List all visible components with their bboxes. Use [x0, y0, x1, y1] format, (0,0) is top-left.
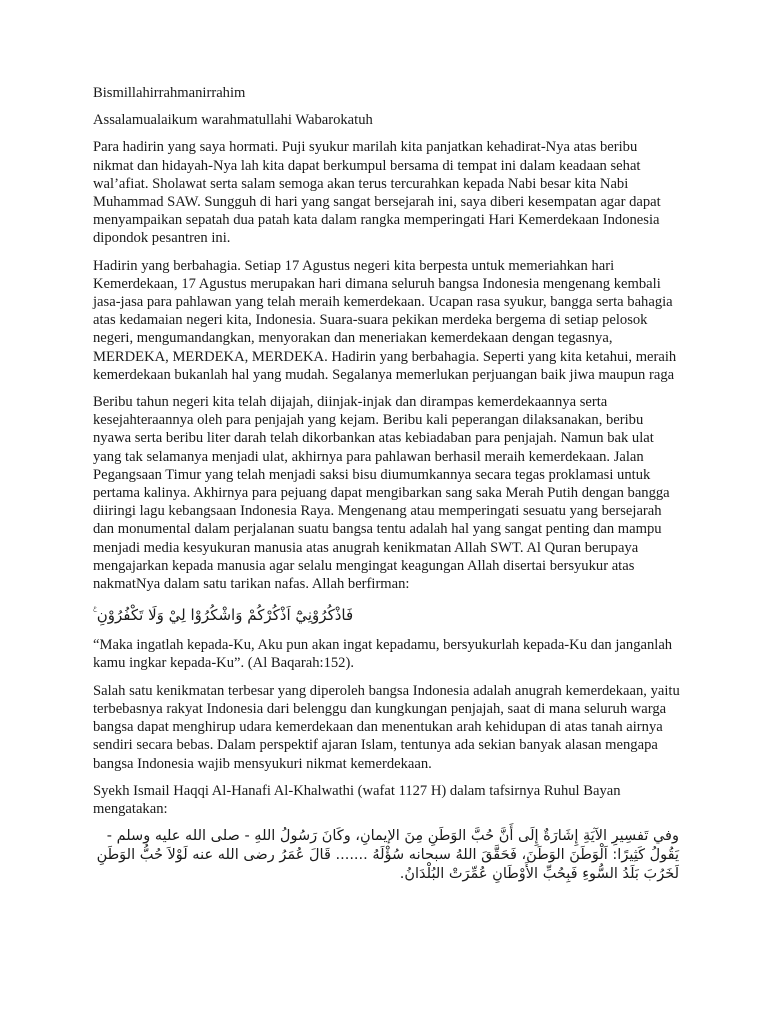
- paragraph-1: Para hadirin yang saya hormati. Puji syukur marilah kita panjatkan kehadirat-Nya atas beribu nikmat dan hidayah-Nya lah kita dapat berkumpul bersama di tempat ini dalam keadaan sehat wal’afiat. Sholawat serta salam semoga akan terus tercurahkan kepada Nabi besar kita Nabi Muhammad SAW. Sungguh di hari yang sangat bersejarah ini, saya diberi kesempatan agar dapat menyampaikan sepatah dua patah kata dalam rangka memperingati Hari Kemerdekaan Indonesia dipondok pesantren ini.: [93, 139, 661, 247]
- tafsir-quote-arabic: وفي تَفسِيرِ الآيَةِ إِشَارَةٌ إِلَى أَنَّ حُبَّ الوَطَنِ مِنَ الإيمانِ، وكَانَ رَسُولُ اللهِ - صلى الله عليه وسلم - يَقُولُ كَثِيرًا: اَلْوَطَنَ الوَطَنَ، فَحَقَّقَ اللهُ سبحانه سُؤْلَهُ ....... قَالَ عُمَرُ رضى الله عنه لَوْلاَ حُبُّ الوَطَنِ لَخَرُبَ بَلَدُ السُّوءِ فَبِحُبِّ الأَوْطَانِ عُمِّرَتْ البُلْدَانُ.: [96, 828, 679, 883]
- paragraph-3: Beribu tahun negeri kita telah dijajah, diinjak-injak dan dirampas kemerdekaannya serta kesejahteraannya oleh para penjajah yang kejam. Beribu kali peperangan dilaksanakan, beribu nyawa serta beribu liter darah telah dikorbankan atas kebiadaban para penjajah. Namun bak ulat yang tak selamanya menjadi ulat, akhirnya para pahlawan berhasil meraih kemerdekaan. Jalan Pegangsaan Timur yang telah menjadi saksi bisu diumumkannya secara tegas proklamasi untuk pertama kalinya. Akhirnya para pejuang dapat mengibarkan sang saka Merah Putih dengan bangga diiringi lagu kebangsaan Indonesia Raya. Mengenang atau memperingati sesuatu yang bersejarah dan monumental dalam perjalanan suatu bangsa tentu adalah hal yang sangat penting dan mampu menjadi media kesyukuran manusia atas anugrah kenikmatan Allah SWT. Al Quran berupaya mengajarkan kepada manusia agar selalu mengingat keagungan Allah disertai bersyukur atas nakmatNya dalam satu tarikan nafas. Allah berfirman:: [93, 394, 670, 593]
- opening-basmalah: Bismillahirrahmanirrahim: [93, 85, 246, 101]
- paragraph-5: Salah satu kenikmatan terbesar yang diperoleh bangsa Indonesia adalah anugrah kemerdekaan, yaitu terbebasnya rakyat Indonesia dari belenggu dan kungkungan penjajah, saat di mana seluruh warga bangsa dapat menghirup udara kemerdekaan dan menentukan arah kehidupan di atas tanah airnya sendiri secara bebas. Dalam perspektif ajaran Islam, tentunya ada sekian banyak alasan mengapa bangsa Indonesia wajib mensyukuri nikmat kemerdekaan.: [93, 682, 680, 772]
- paragraph-6: Syekh Ismail Haqqi Al-Hanafi Al-Khalwathi (wafat 1127 H) dalam tafsirnya Ruhul Bayan mengatakan:: [93, 782, 621, 817]
- opening-greeting: Assalamualaikum warahmatullahi Wabarokatuh: [93, 112, 373, 129]
- paragraph-2: Hadirin yang berbahagia. Setiap 17 Agustus negeri kita berpesta untuk memeriahkan hari Kemerdekaan, 17 Agustus merupakan hari dimana seluruh bangsa Indonesia mengenang kembali jasa-jasa para pahlawan yang telah meraih kemerdekaan. Ucapan rasa syukur, bangga serta bahagia atas kedamaian negeri kita, Indonesia. Suara-suara pekikan merdeka bergema di setiap pelosok negeri, mengumandangkan, menyorakan dan meneriakan kemerdekaan dengan tegasnya, MERDEKA, MERDEKA, MERDEKA. Hadirin yang berbahagia. Seperti yang kita ketahui, meraih kemerdekaan bukanlah hal yang mudah. Segalanya memerlukan perjuangan baik jiwa maupun raga: [93, 257, 677, 383]
- quran-verse-arabic: فَاذْكُرُوْنِيْٓ اَذْكُرْكُمْ وَاشْكُرُوْا لِيْ وَلَا تَكْفُرُوْنِ ࣖ: [93, 606, 354, 625]
- document-page: [93, 84, 681, 893]
- verse-translation: “Maka ingatlah kepada-Ku, Aku pun akan ingat kepadamu, bersyukurlah kepada-Ku dan janganlah kamu ingkar kepada-Ku”. (Al Baqarah:152).: [93, 637, 673, 672]
